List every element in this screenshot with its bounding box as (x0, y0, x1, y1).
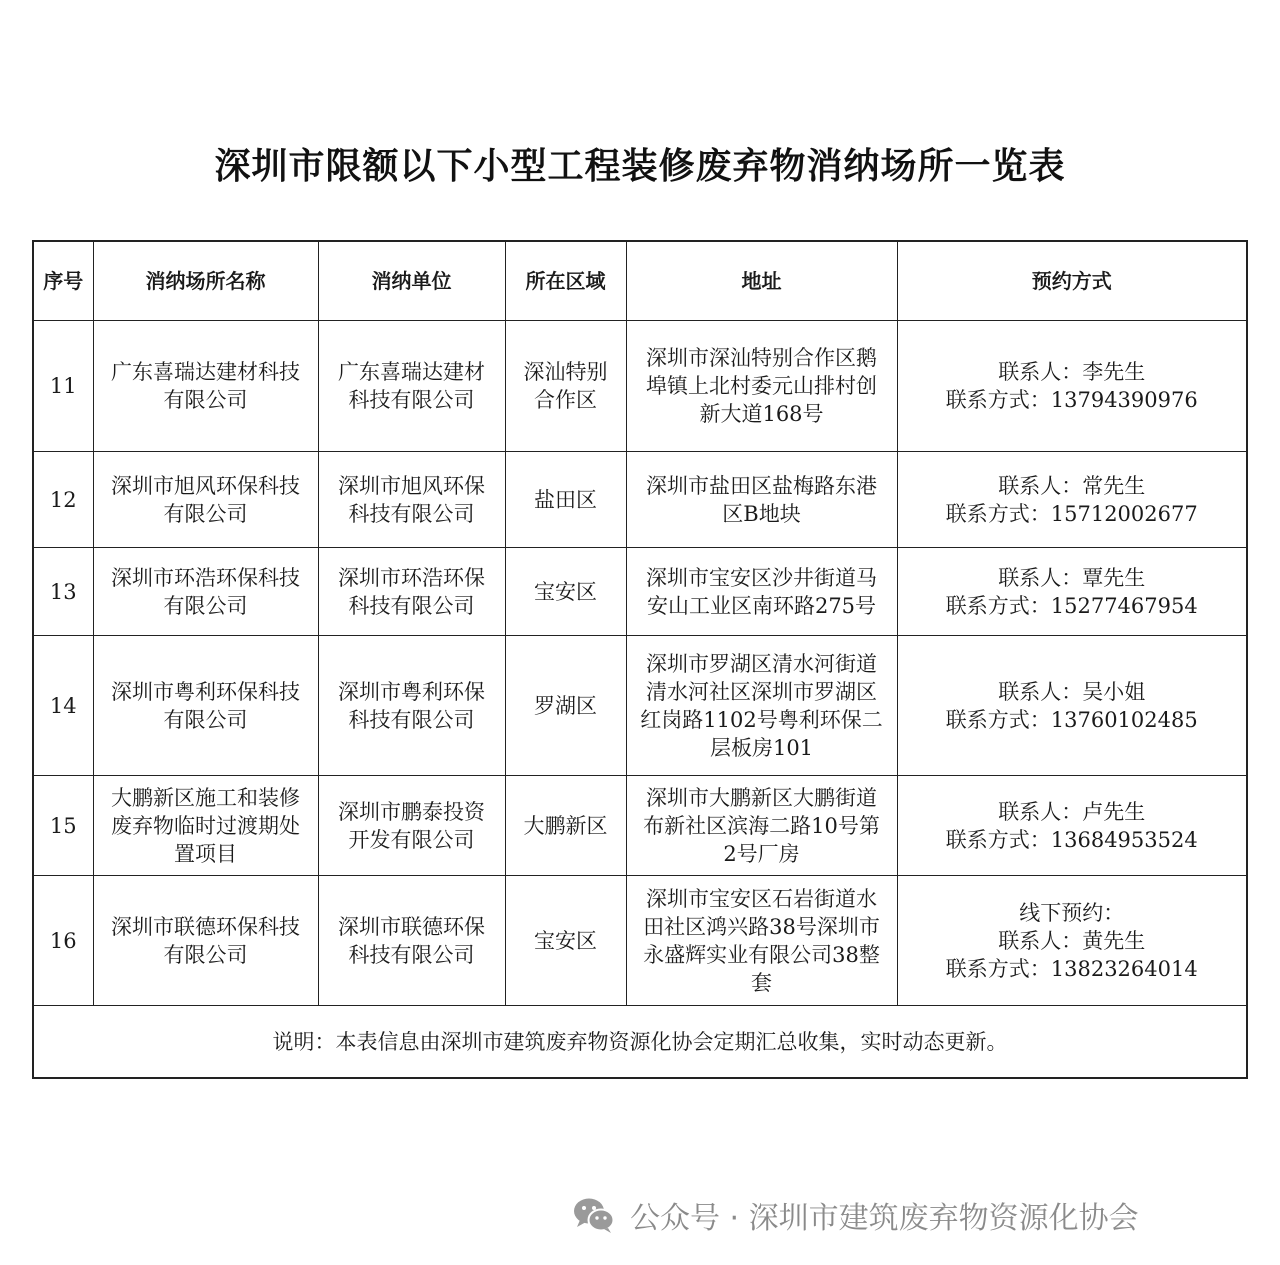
site-name-cell-line: 深圳市联德环保科技 (111, 914, 300, 939)
header-site-name: 消纳场所名称 (93, 241, 318, 321)
address-cell-line: 层板房101 (709, 735, 814, 760)
address-cell-line: 深圳市深汕特别合作区鹅 (646, 346, 877, 370)
table-header-row (33, 241, 1247, 321)
unit-cell-line: 科技有限公司 (348, 707, 475, 732)
row-number: 11 (33, 321, 93, 452)
site-name-cell (93, 321, 318, 452)
address-cell-line: 埠镇上北村委元山排村创 (646, 374, 877, 398)
unit-cell (318, 776, 505, 876)
unit-cell-line: 深圳市环浩环保 (338, 565, 485, 590)
site-name-cell-line: 有限公司 (163, 593, 248, 618)
row-number: 16 (33, 876, 93, 1006)
region-cell-line: 深汕特别 (523, 360, 608, 384)
address-cell-line: 安山工业区南环路275号 (646, 593, 877, 618)
address-cell-line: 深圳市宝安区石岩街道水 (646, 886, 877, 911)
table-row (33, 876, 1247, 1006)
unit-cell (318, 636, 505, 776)
address-cell-line: 深圳市罗湖区清水河街道 (646, 651, 877, 676)
contact-cell-line: 联系方式：13684953524 (945, 827, 1198, 852)
unit-cell-line: 科技有限公司 (348, 593, 475, 618)
contact-cell-line: 联系方式：13823264014 (945, 956, 1198, 981)
site-name-cell-line: 大鹏新区施工和装修 (111, 785, 300, 810)
site-name-cell (93, 548, 318, 636)
watermark (572, 1193, 1139, 1237)
region-cell (505, 776, 626, 876)
contact-cell-line: 联系人：常先生 (998, 473, 1146, 498)
unit-cell-line: 深圳市鹏泰投资 (338, 799, 485, 824)
address-cell-line: 永盛辉实业有限公司38整 (643, 942, 880, 967)
address-cell-line: 深圳市宝安区沙井街道马 (646, 565, 877, 590)
site-name-cell (93, 776, 318, 876)
table-row (33, 452, 1247, 548)
address-cell-line: 深圳市盐田区盐梅路东港 (646, 473, 877, 498)
site-name-cell-line: 深圳市粤利环保科技 (111, 679, 300, 704)
wechat-icon (572, 1195, 616, 1235)
table-note: 说明：本表信息由深圳市建筑废弃物资源化协会定期汇总收集，实时动态更新。 (33, 1006, 1247, 1079)
unit-cell (318, 452, 505, 548)
contact-cell-line: 联系方式：13760102485 (945, 707, 1198, 732)
address-cell (626, 776, 897, 876)
contact-cell-line: 联系人：黄先生 (998, 928, 1146, 953)
address-cell-line: 新大道168号 (699, 402, 824, 426)
row-number: 13 (33, 548, 93, 636)
address-cell-line: 红岗路1102号粤利环保二 (640, 707, 883, 732)
unit-cell-line: 广东喜瑞达建材 (338, 360, 485, 384)
region-cell-line: 宝安区 (534, 579, 597, 604)
address-cell-line: 田社区鸿兴路38号深圳市 (643, 914, 880, 939)
site-name-cell-line: 有限公司 (163, 388, 248, 412)
contact-cell-line: 联系人：李先生 (998, 360, 1146, 384)
address-cell (626, 452, 897, 548)
unit-cell-line: 开发有限公司 (348, 827, 475, 852)
unit-cell (318, 548, 505, 636)
table-row (33, 636, 1247, 776)
unit-cell-line: 深圳市联德环保 (338, 914, 485, 939)
watermark-text: 公众号 · 深圳市建筑废弃物资源化协会 (630, 1201, 1139, 1236)
site-name-cell-line: 置项目 (174, 841, 237, 866)
address-cell-line: 布新社区滨海二路10号第 (643, 813, 880, 838)
address-cell-line: 2号厂房 (723, 841, 800, 866)
header-booking: 预约方式 (897, 241, 1247, 321)
region-cell-line: 合作区 (534, 388, 597, 412)
table-row (33, 548, 1247, 636)
contact-cell-line: 联系方式：15277467954 (945, 593, 1198, 618)
address-cell-line: 套 (751, 970, 772, 995)
address-cell-line: 深圳市大鹏新区大鹏街道 (646, 785, 877, 810)
contact-cell-line: 联系人：卢先生 (998, 799, 1146, 824)
unit-cell-line: 深圳市旭风环保 (338, 473, 485, 498)
contact-cell-line: 联系方式：13794390976 (945, 388, 1198, 412)
unit-cell (318, 876, 505, 1006)
address-cell (626, 636, 897, 776)
contact-cell-line: 联系人：吴小姐 (998, 679, 1146, 704)
contact-cell-line: 线下预约： (1019, 900, 1125, 925)
unit-cell-line: 科技有限公司 (348, 501, 475, 526)
contact-cell-line: 联系方式：15712002677 (945, 501, 1198, 526)
header-unit: 消纳单位 (318, 241, 505, 321)
header-region: 所在区域 (505, 241, 626, 321)
site-name-cell-line: 有限公司 (163, 707, 248, 732)
row-number: 14 (33, 636, 93, 776)
row-number: 12 (33, 452, 93, 548)
address-cell (626, 548, 897, 636)
contact-cell-line: 联系人：覃先生 (998, 565, 1146, 590)
address-cell-line: 清水河社区深圳市罗湖区 (646, 679, 877, 704)
site-name-cell-line: 有限公司 (163, 942, 248, 967)
contact-cell (897, 636, 1247, 776)
site-name-cell (93, 452, 318, 548)
contact-cell (897, 876, 1247, 1006)
table-row (33, 776, 1247, 876)
contact-cell (897, 548, 1247, 636)
region-cell-line: 大鹏新区 (523, 813, 608, 838)
site-name-cell-line: 深圳市环浩环保科技 (111, 565, 300, 590)
disposal-sites-table (32, 240, 1248, 1079)
region-cell (505, 876, 626, 1006)
site-name-cell-line: 深圳市旭风环保科技 (111, 473, 300, 498)
address-cell (626, 321, 897, 452)
site-name-cell-line: 有限公司 (163, 501, 248, 526)
site-name-cell-line: 广东喜瑞达建材科技 (111, 360, 300, 384)
unit-cell-line: 科技有限公司 (348, 942, 475, 967)
header-address: 地址 (626, 241, 897, 321)
address-cell-line: 区B地块 (722, 501, 801, 526)
region-cell (505, 321, 626, 452)
unit-cell-line: 深圳市粤利环保 (338, 679, 485, 704)
site-name-cell (93, 636, 318, 776)
row-number: 15 (33, 776, 93, 876)
region-cell (505, 452, 626, 548)
site-name-cell-line: 废弃物临时过渡期处 (111, 813, 300, 838)
region-cell (505, 636, 626, 776)
table-row (33, 321, 1247, 452)
site-name-cell (93, 876, 318, 1006)
contact-cell (897, 321, 1247, 452)
region-cell-line: 盐田区 (534, 487, 597, 512)
header-no: 序号 (33, 241, 93, 321)
region-cell-line: 宝安区 (534, 928, 597, 953)
note-row (33, 1006, 1247, 1079)
address-cell (626, 876, 897, 1006)
region-cell (505, 548, 626, 636)
contact-cell (897, 452, 1247, 548)
page-title: 深圳市限额以下小型工程装修废弃物消纳场所一览表 (214, 145, 1066, 187)
contact-cell (897, 776, 1247, 876)
unit-cell-line: 科技有限公司 (348, 388, 475, 412)
region-cell-line: 罗湖区 (534, 693, 597, 718)
unit-cell (318, 321, 505, 452)
